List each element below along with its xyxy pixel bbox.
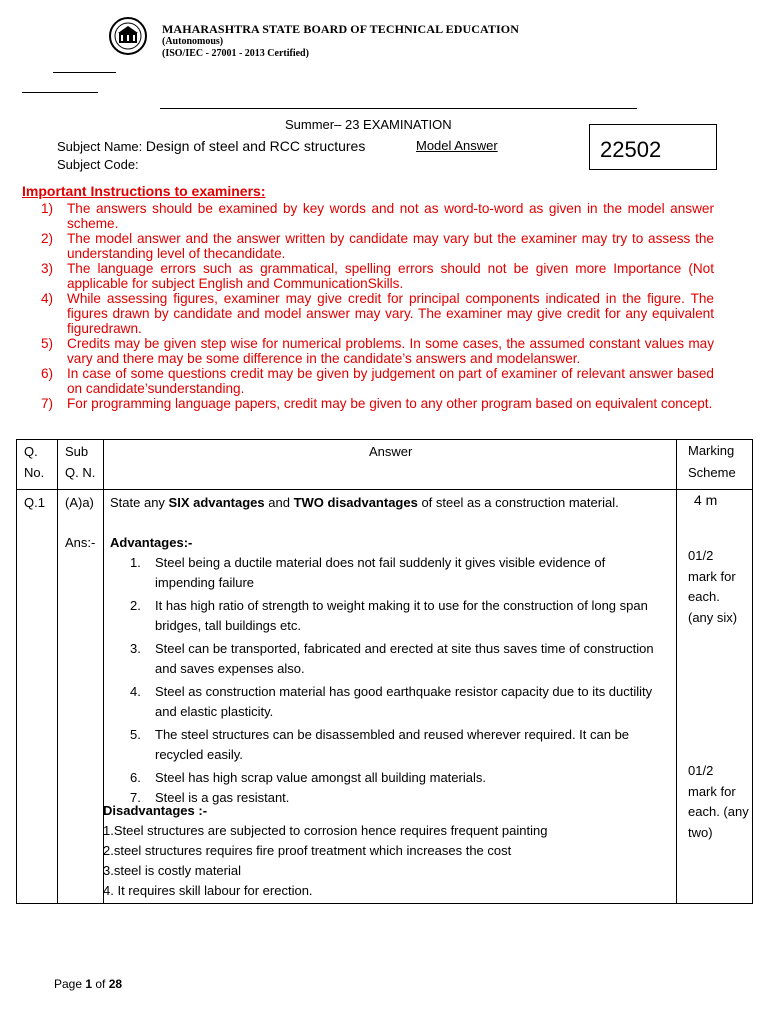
mark-line: mark for	[688, 783, 736, 799]
header-sub-line: Sub	[65, 444, 89, 459]
disadvantage-item: 2.steel structures requires fire proof treatment which increases the cost	[103, 843, 512, 858]
ans-label: Ans:-	[65, 535, 96, 550]
subject-name-row	[57, 138, 365, 154]
list-text: The steel structures can be disassembled and reused wherever required. It can be recycled easily.	[155, 727, 630, 762]
instruction-item	[22, 366, 714, 396]
list-num: 4.	[130, 684, 141, 699]
disadvantage-item: 3.steel is costly material	[103, 863, 241, 878]
instruction-item	[22, 291, 714, 336]
mark-line: (any six)	[688, 609, 738, 625]
instruction-item	[22, 231, 714, 261]
list-item	[130, 682, 666, 722]
list-text: It has high ratio of strength to weight making it to use for the construction of long span bridges, tall buildings etc.	[155, 598, 648, 633]
page-number: 1	[85, 977, 93, 991]
model-answer-label: Model Answer	[416, 138, 498, 153]
short-rule-1	[53, 72, 116, 73]
mark-line: each. (any	[688, 804, 749, 819]
q-number: Q.1	[24, 495, 45, 510]
disadvantage-item: 1.Steel structures are subjected to corrosion hence requires frequent painting	[103, 823, 548, 838]
instruction-text: While assessing figures, examiner may give credit for principal components indicated in the figure. The figures drawn by candidate and model answer may vary. The examiner may give credit for any equivalent figuredrawn.	[67, 291, 714, 336]
instruction-item	[22, 336, 714, 366]
subject-code-label: Subject Code:	[57, 157, 139, 172]
list-text: Steel is a gas resistant.	[155, 790, 290, 805]
header-sub-line: Q. N.	[65, 465, 96, 480]
col-divider	[676, 440, 677, 903]
disadvantages-title: Disadvantages :-	[103, 803, 208, 818]
question-text	[110, 492, 619, 513]
instruction-text: For programming language papers, credit may be given to any other program based on equivalent concept.	[67, 396, 713, 411]
header-divider	[17, 489, 752, 490]
exam-title: Summer– 23 EXAMINATION	[285, 117, 452, 132]
mark-advantages	[688, 546, 737, 628]
autonomous-label: (Autonomous)	[162, 36, 224, 47]
instruction-item	[22, 396, 714, 411]
instructions-list	[22, 201, 714, 411]
advantages-list	[130, 553, 666, 808]
mark-line: two)	[688, 824, 713, 840]
list-text: Steel can be transported, fabricated and erected at site thus saves time of construction and saves expenses also.	[155, 641, 654, 676]
question-part: State any	[110, 495, 169, 510]
page-footer	[54, 977, 122, 991]
list-item	[130, 725, 666, 765]
disadvantage-item: 4. It requires skill labour for erection.	[103, 883, 313, 898]
header-marking-line: Scheme	[688, 465, 736, 480]
page-total: 28	[108, 977, 123, 991]
header-marking	[688, 440, 736, 484]
instruction-text: In case of some questions credit may be given by judgement on part of examiner of relevant answer based on candidate’sunderstanding.	[67, 366, 714, 396]
instruction-num: 7)	[41, 396, 54, 411]
short-rule-2	[22, 92, 98, 93]
list-num: 3.	[130, 641, 141, 656]
header-q-no-line: Q.	[24, 444, 38, 459]
title-rule	[160, 108, 637, 109]
marks-value: 4 m	[694, 492, 718, 508]
instruction-item	[22, 261, 714, 291]
list-num: 7.	[130, 790, 141, 805]
board-name: MAHARASHTRA STATE BOARD OF TECHNICAL EDUCATION	[162, 22, 519, 36]
sub-q-number: (A)a)	[65, 495, 94, 510]
instruction-text: The answers should be examined by key words and not as word-to-word as given in the model answer scheme.	[67, 201, 714, 231]
header-answer: Answer	[369, 444, 413, 459]
page-of-label: of	[92, 977, 109, 991]
list-item	[130, 788, 666, 808]
subject-code-value: 22502	[600, 137, 662, 162]
list-item	[130, 768, 666, 788]
advantages-title: Advantages:-	[110, 535, 193, 550]
instruction-num: 5)	[41, 336, 54, 351]
list-num: 5.	[130, 727, 141, 742]
list-text: Steel as construction material has good earthquake resistor capacity due to its ductility and elastic plasticity.	[155, 684, 653, 719]
header-sub-q	[65, 441, 95, 483]
subject-code-box	[589, 124, 717, 170]
instruction-num: 3)	[41, 261, 54, 276]
list-item	[130, 639, 666, 679]
instruction-num: 2)	[41, 231, 54, 246]
list-num: 1.	[130, 555, 141, 570]
mark-line: each.	[688, 589, 720, 604]
subject-name-value: Design of steel and RCC structures	[145, 138, 366, 154]
list-num: 6.	[130, 770, 141, 785]
col-divider	[57, 440, 58, 903]
list-text: Steel has high scrap value amongst all building materials.	[155, 770, 486, 785]
list-item	[130, 596, 666, 636]
list-text: Steel being a ductile material does not fail suddenly it gives visible evidence of impending failure	[155, 555, 606, 590]
instruction-num: 1)	[41, 201, 54, 216]
mark-line: 01/2	[688, 548, 714, 563]
instruction-num: 6)	[41, 366, 54, 381]
page-label: Page	[54, 977, 86, 991]
instruction-text: The model answer and the answer written by candidate may vary but the examiner may try to assess the understanding level of thecandidate.	[67, 231, 714, 261]
question-part: of steel as a construction material.	[417, 495, 619, 510]
mark-line: 01/2	[688, 763, 714, 778]
instruction-text: The language errors such as grammatical, spelling errors should not be given more Importance (Not applicable for subject English and CommunicationSkills.	[67, 261, 714, 291]
instruction-text: Credits may be given step wise for numerical problems. In some cases, the assumed constant values may vary and there may be some difference in the candidate’s answers and modelanswer.	[67, 336, 714, 366]
instruction-item	[22, 201, 714, 231]
header-q-no	[24, 441, 44, 483]
header-marking-line: Marking	[688, 443, 735, 458]
question-bold: SIX advantages	[168, 495, 265, 510]
mark-disadvantages	[688, 761, 749, 843]
subject-name-label: Subject Name:	[57, 139, 143, 154]
header-q-no-line: No.	[24, 465, 45, 480]
instruction-num: 4)	[41, 291, 54, 306]
question-part: and	[264, 495, 294, 510]
question-bold: TWO disadvantages	[293, 495, 418, 510]
instructions-title: Important Instructions to examiners:	[22, 183, 266, 199]
list-item	[130, 553, 666, 593]
certification-label: (ISO/IEC - 27001 - 2013 Certified)	[162, 48, 309, 59]
msbte-logo-icon	[108, 16, 148, 56]
list-num: 2.	[130, 598, 141, 613]
mark-line: mark for	[688, 568, 736, 584]
